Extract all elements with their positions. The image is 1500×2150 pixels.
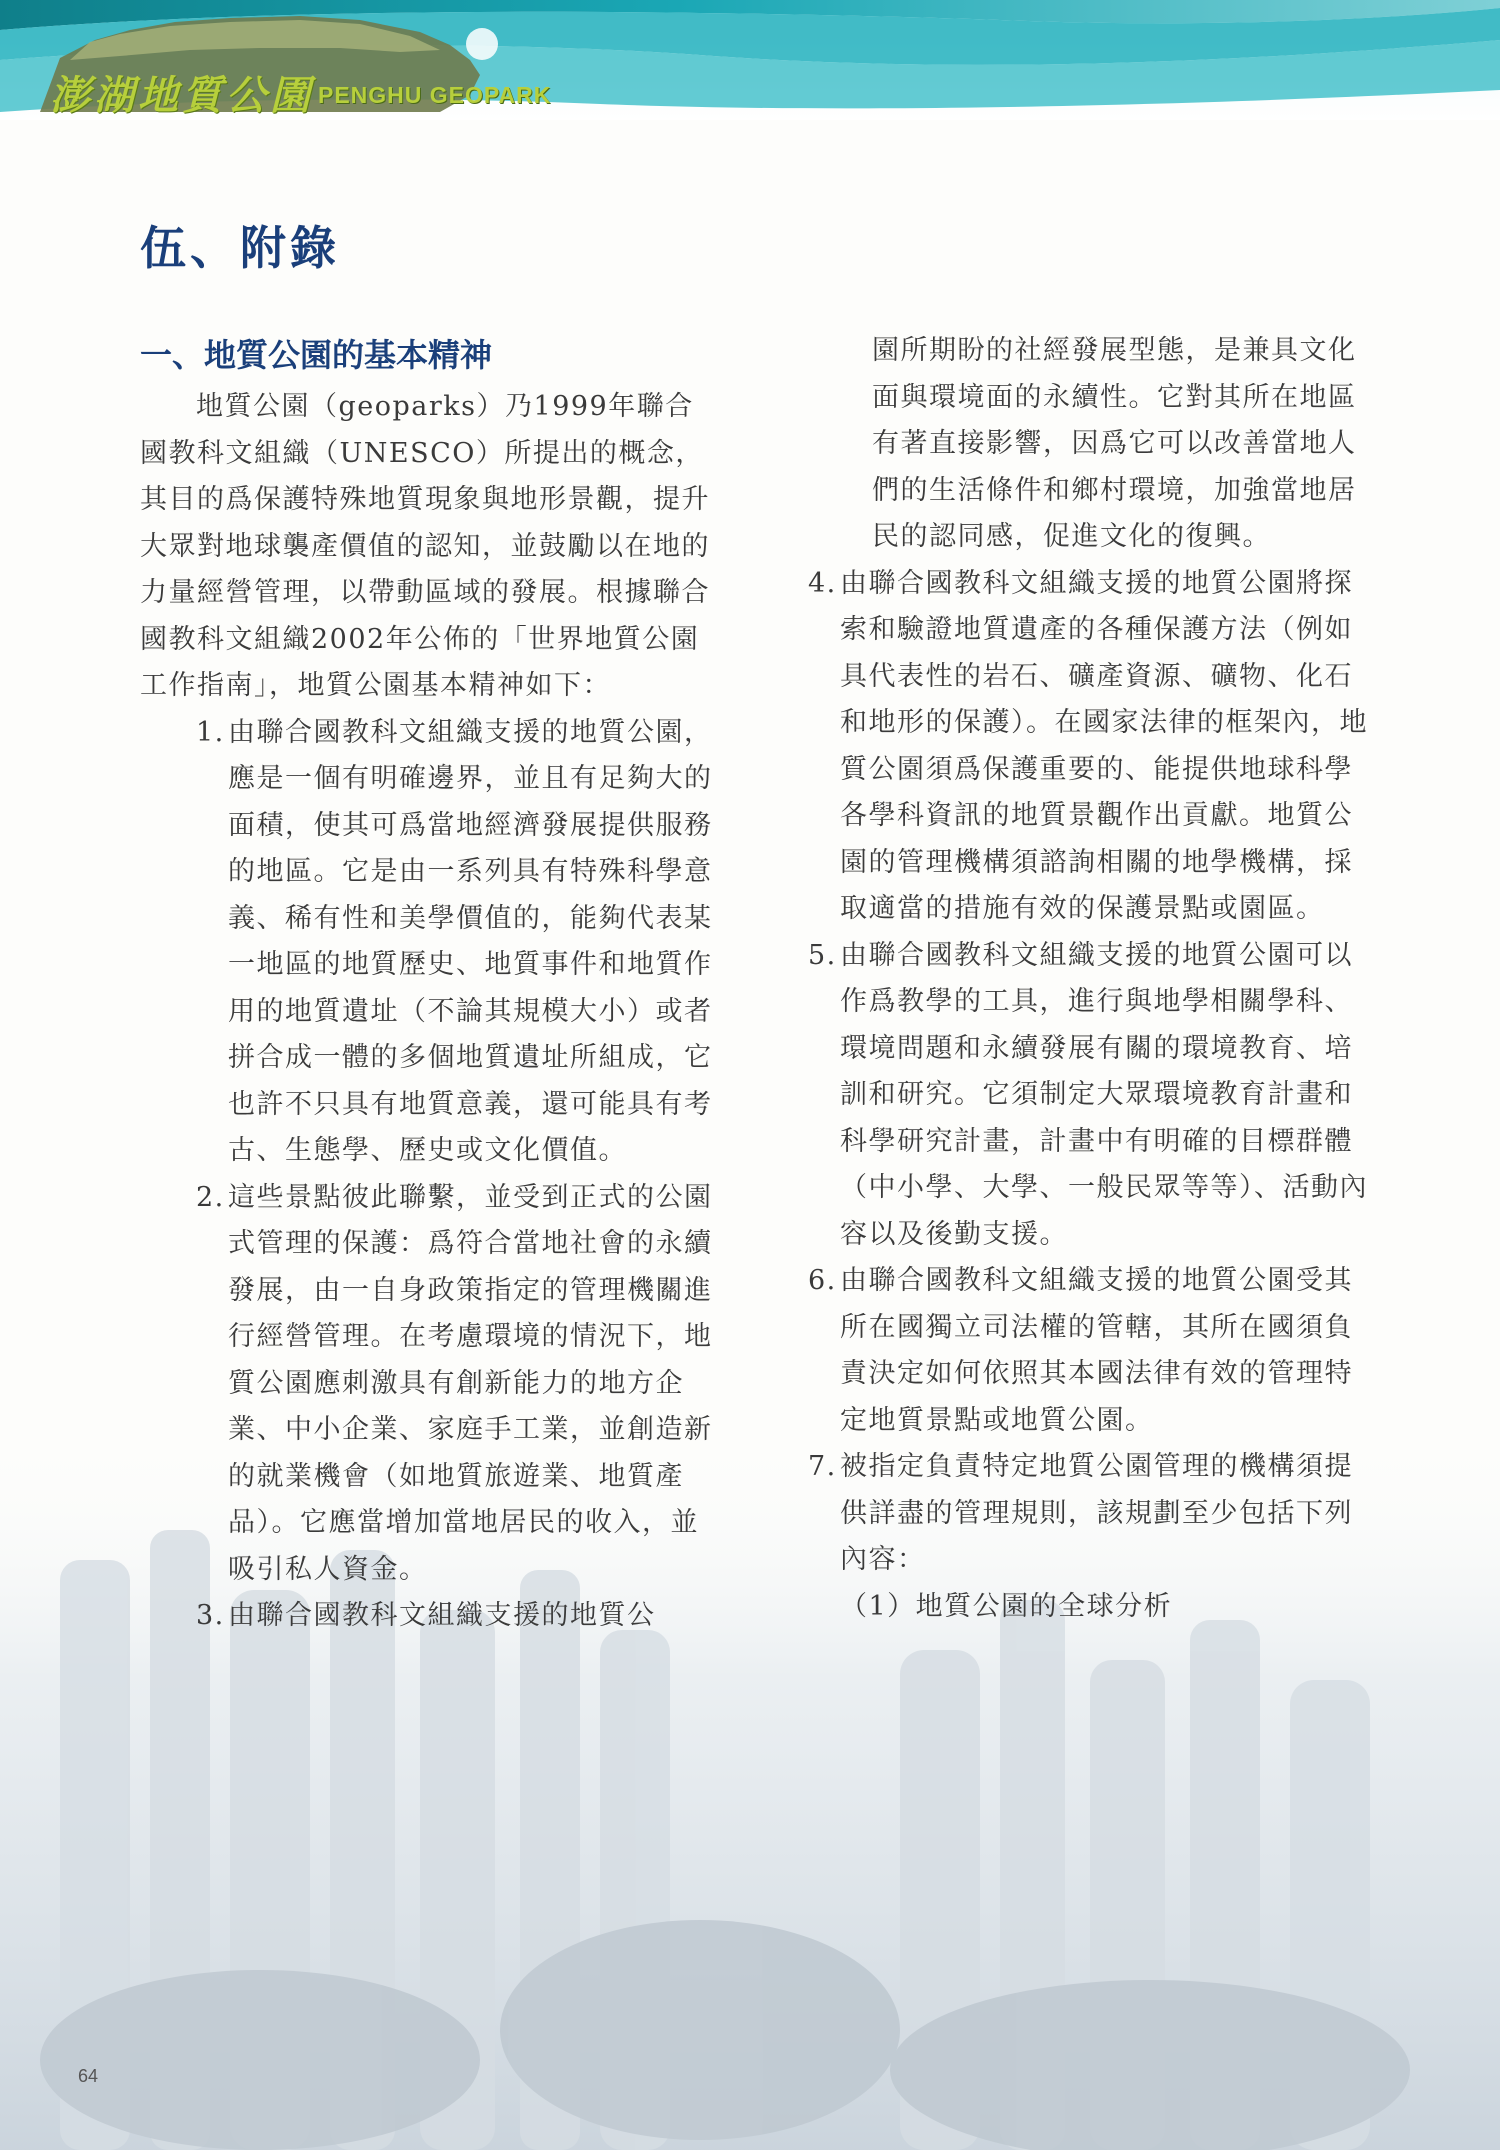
list-item	[808, 561, 1370, 933]
list-item-number	[840, 328, 872, 561]
list-item-text: 這些景點彼此聯繫，並受到正式的公園式管理的保護：爲符合當地社會的永續發展，由一自身政策指定的管理機關進行經營管理。在考慮環境的情況下，地質公園應刺激具有創新能力的地方企業、中小企業、家庭手工業，並創造新的就業機會（如地質旅遊業、地質產品）。它應當增加當地居民的收入，並吸引私人資金。	[228, 1181, 713, 1585]
list-item-text: 由聯合國教科文組織支援的地質公園可以作爲教學的工具，進行與地學相關學科、環境問題和永續發展有關的環境教育、培訓和研究。它須制定大眾環境教育計畫和科學研究計畫，計畫中有明確的目標群體（中小學、大學、一般民眾等等）、活動內容以及後勤支援。	[840, 939, 1368, 1250]
header-banner	[0, 0, 1500, 120]
list-item	[196, 1175, 720, 1594]
intro-paragraph: 地質公園（geoparks）乃1999年聯合國教科文組織（UNESCO）所提出的概念，其目的爲保護特殊地質現象與地形景觀，提升大眾對地球襲產價值的認知，並鼓勵以在地的力量經營管理，以帶動區域的發展。根據聯合國教科文組織2002年公佈的「世界地質公園工作指南」，地質公園基本精神如下：	[140, 391, 710, 701]
list-item	[196, 1593, 720, 1640]
section-title: 一、地質公園的基本精神	[140, 336, 493, 374]
list-item	[196, 710, 720, 1175]
list-item-text: 由聯合國教科文組織支援的地質公園受其所在國獨立司法權的管轄，其所在國須負責決定如何依照其本國法律有效的管理特定地質景點或地質公園。	[840, 1265, 1353, 1436]
list-item-number: 6.	[808, 1265, 837, 1296]
list-item-number: 7.	[808, 1451, 837, 1482]
list-item	[808, 1444, 1370, 1584]
list-item-text: 由聯合國教科文組織支援的地質公園，應是一個有明確邊界，並且有足夠大的面積，使其可爲當地經濟發展提供服務的地區。它是由一系列具有特殊科學意義、稀有性和美學價值的，能夠代表某一地區的地質歷史、地質事件和地質作用的地質遺址（不論其規模大小）或者拼合成一體的多個地質遺址所組成，它也許不只具有地質意義，還可能具有考古、生態學、歷史或文化價值。	[228, 716, 713, 1166]
list-item-text: 由聯合國教科文組織支援的地質公	[228, 1600, 656, 1631]
list-item-number: 1.	[196, 716, 225, 748]
list-item	[808, 933, 1370, 1259]
list-item-number: 4.	[808, 567, 837, 599]
chapter-title: 伍、附錄	[140, 221, 340, 275]
sub-list-item: （1）地質公園的全球分析	[840, 1590, 1173, 1622]
list-item-text: 園所期盼的社經發展型態，是兼具文化面與環境面的永續性。它對其所在地區有著直接影響，因爲它可以改善當地人們的生活條件和鄉村環境，加強當地居民的認同感，促進文化的復興。	[872, 335, 1357, 552]
page-number: 64	[78, 2066, 99, 2086]
list-item-number: 3.	[196, 1600, 225, 1631]
list-item-text: 由聯合國教科文組織支援的地質公園將探索和驗證地質遺產的各種保護方法（例如具代表性的岩石、礦產資源、礦物、化石和地形的保護）。在國家法律的框架內，地質公園須爲保護重要的、能提供地球科學各學科資訊的地質景觀作出貢獻。地質公園的管理機構須諮詢相關的地學機構，採取適當的措施有效的保護景點或園區。	[840, 567, 1368, 924]
list-item-number: 5.	[808, 939, 837, 971]
list-item	[808, 1258, 1370, 1444]
right-column	[808, 328, 1370, 1630]
list-item-continued	[840, 328, 1370, 561]
left-column	[140, 384, 720, 1640]
logo-chinese: 澎湖地質公園	[50, 72, 314, 119]
list-item-number: 2.	[196, 1181, 225, 1213]
logo-english: PENGHU GEOPARK	[318, 82, 552, 108]
list-item-text: 被指定負責特定地質公園管理的機構須提供詳盡的管理規則，該規劃至少包括下列內容：	[840, 1451, 1353, 1575]
